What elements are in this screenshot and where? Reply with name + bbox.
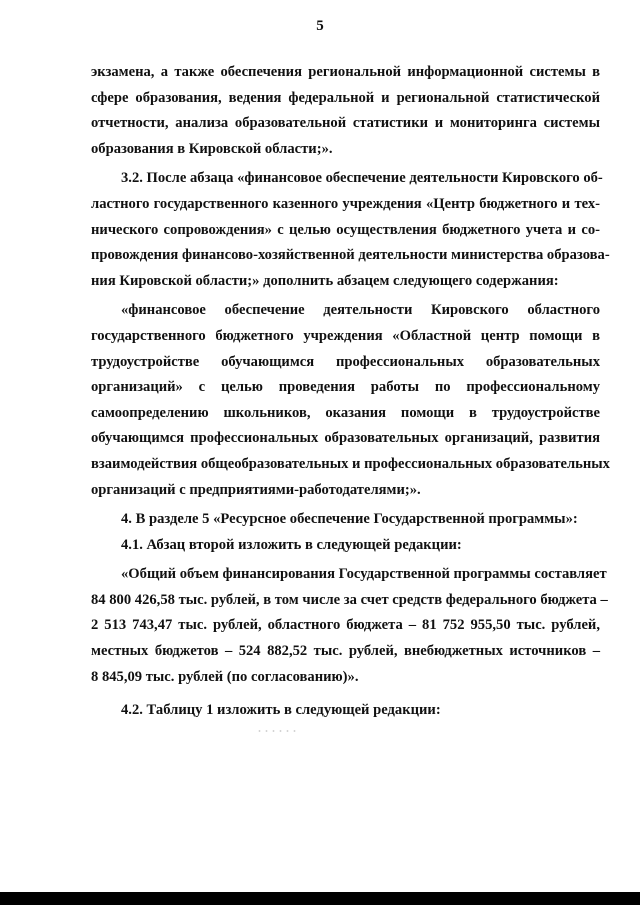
text-line: ластного государственного казенного учреждения «Центр бюджетного и тех- (91, 195, 600, 212)
text-line: трудоустройстве обучающимся профессиональных образовательных (91, 353, 600, 370)
paragraph-exam-continuation (91, 60, 600, 162)
paragraph-new-abzac (91, 298, 610, 503)
text-line: «финансовое обеспечение деятельности Кировского областного (121, 302, 600, 319)
text-line: взаимодействия общеобразовательных и профессиональных образовательных (91, 455, 610, 472)
text-line: 3.2. После абзаца «финансовое обеспечение деятельности Кировского об- (121, 170, 603, 187)
paragraph-4-1 (91, 533, 600, 559)
text-line: организаций с предприятиями-работодателями;». (91, 481, 421, 498)
text-line: 4.2. Таблицу 1 изложить в следующей редакции: (121, 702, 441, 719)
text-line: обучающимся профессиональных образовательных организаций, развития (91, 430, 600, 447)
paragraph-section-4 (91, 507, 600, 533)
text-line: 8 845,09 тыс. рублей (по согласованию)». (91, 668, 359, 685)
paragraph-4-2 (91, 698, 600, 724)
text-line: нического сопровождения» с целью осуществления бюджетного учета и со- (91, 221, 600, 238)
text-line: провождения финансово-хозяйственной деятельности министерства образова- (91, 247, 610, 264)
text-line: сфере образования, ведения федеральной и региональной статистической (91, 89, 600, 106)
text-line: местных бюджетов – 524 882,52 тыс. рублей, внебюджетных источников – (91, 643, 600, 660)
text-line: организаций» с целью проведения работы по профессиональному (91, 379, 600, 396)
text-line: 4. В разделе 5 «Ресурсное обеспечение Государственной программы»: (121, 511, 578, 528)
paragraph-3-2 (91, 166, 610, 294)
text-line: самоопределению школьников, оказания помощи в трудоустройстве (91, 404, 600, 421)
text-line: отчетности, анализа образовательной статистики и мониторинга системы (91, 115, 600, 132)
text-line: 2 513 743,47 тыс. рублей, областного бюджета – 81 752 955,50 тыс. рублей, (91, 617, 600, 634)
paragraph-financing (91, 562, 608, 690)
page-number: 5 (316, 18, 324, 34)
document-body (91, 60, 610, 724)
text-line: образования в Кировской области;». (91, 140, 333, 157)
text-line: 4.1. Абзац второй изложить в следующей редакции: (121, 536, 462, 553)
text-line: 84 800 426,58 тыс. рублей, в том числе за счет средств федерального бюджета – (91, 591, 608, 608)
scan-noise-dots (256, 728, 296, 734)
text-line: экзамена, а также обеспечения региональной информационной системы в (91, 64, 600, 80)
text-line: государственного бюджетного учреждения «Областной центр помощи в (91, 327, 600, 344)
scan-bottom-edge (0, 892, 640, 905)
text-line: ния Кировской области;» дополнить абзацем следующего содержания: (91, 272, 559, 289)
text-line: «Общий объем финансирования Государственной программы составляет (121, 566, 607, 583)
